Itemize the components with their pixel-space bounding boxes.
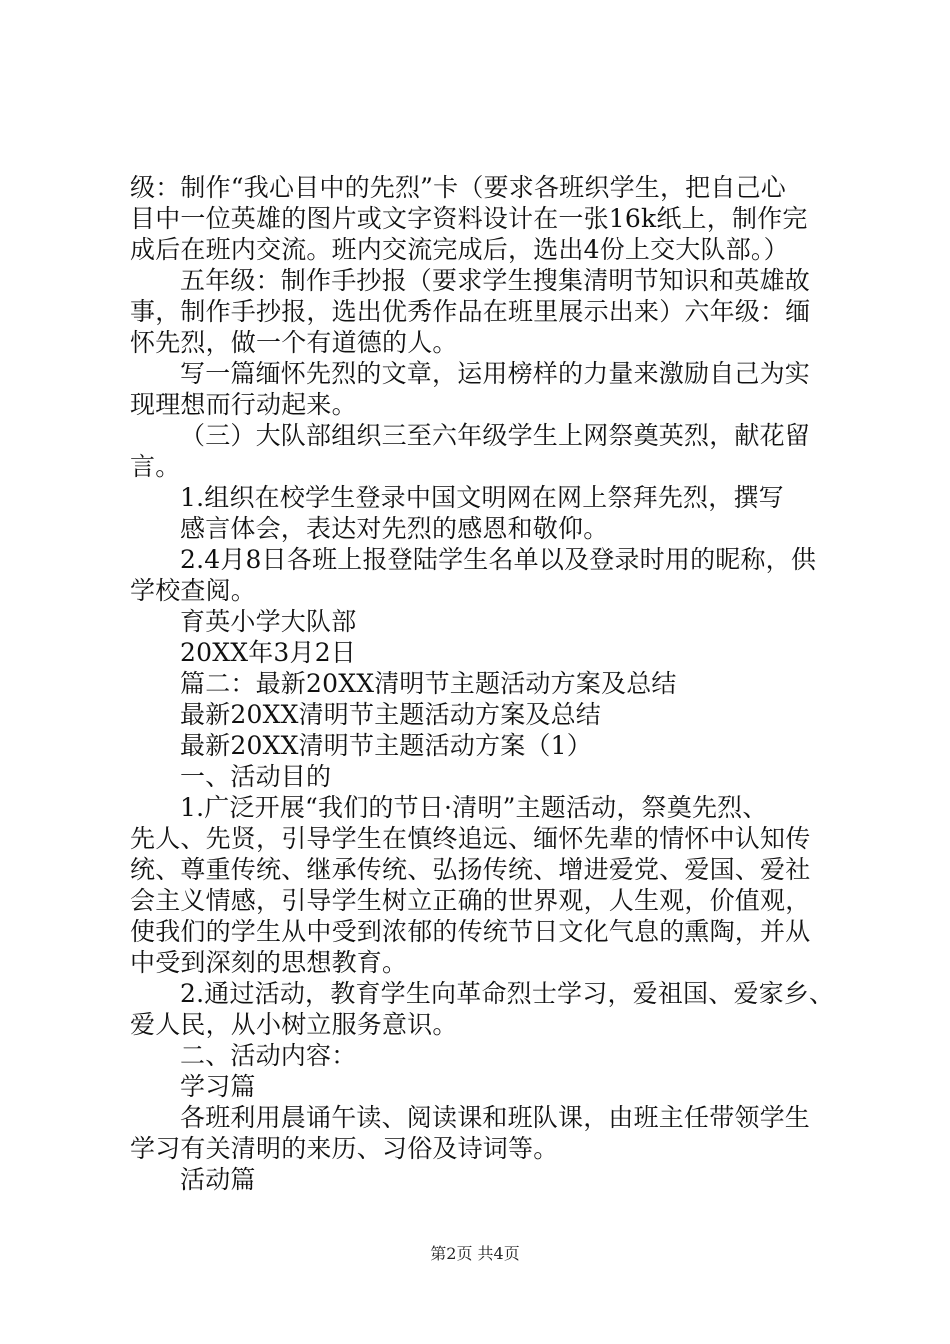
text-line: 学习篇 bbox=[180, 1072, 256, 1101]
text-line: 统、尊重传统、继承传统、弘扬传统、增进爱党、爱国、爱社 bbox=[130, 855, 811, 884]
text-line: 先人、先贤，引导学生在慎终追远、缅怀先辈的情怀中认知传 bbox=[130, 824, 811, 853]
text-line: 现理想而行动起来。 bbox=[130, 390, 357, 419]
text-line: 目中一位英雄的图片或文字资料设计在一张16k纸上，制作完 bbox=[130, 204, 808, 233]
text-line: 成后在班内交流。班内交流完成后，选出4份上交大队部。） bbox=[130, 235, 789, 264]
text-line: 育英小学大队部 bbox=[180, 607, 357, 636]
text-line: 最新20XX清明节主题活动方案及总结 bbox=[180, 700, 602, 729]
text-line: 事，制作手抄报，选出优秀作品在班里展示出来）六年级：缅 bbox=[130, 297, 811, 326]
text-line: 感言体会，表达对先烈的感恩和敬仰。 bbox=[180, 514, 609, 543]
text-line: 各班利用晨诵午读、阅读课和班队课，由班主任带领学生 bbox=[180, 1103, 811, 1132]
text-line: 20XX年3月2日 bbox=[180, 638, 357, 667]
text-line: 中受到深刻的思想教育。 bbox=[130, 948, 408, 977]
text-line: 学校查阅。 bbox=[130, 576, 257, 605]
text-line: 活动篇 bbox=[180, 1165, 256, 1194]
page-number-footer: 第2页 共4页 bbox=[430, 1244, 520, 1263]
text-line: 2.4月8日各班上报登陆学生名单以及登录时用的昵称，供 bbox=[180, 545, 817, 574]
text-line: 写一篇缅怀先烈的文章，运用榜样的力量来激励自己为实 bbox=[180, 359, 811, 388]
document-body bbox=[130, 172, 852, 1195]
text-line: 篇二：最新20XX清明节主题活动方案及总结 bbox=[180, 669, 677, 698]
text-line: 1.组织在校学生登录中国文明网在网上祭拜先烈，撰写 bbox=[180, 483, 784, 512]
text-line: 一、活动目的 bbox=[180, 762, 332, 791]
text-line: 最新20XX清明节主题活动方案（1） bbox=[180, 731, 592, 760]
text-line: 2.通过活动，教育学生向革命烈士学习，爱祖国、爱家乡、 bbox=[180, 979, 835, 1008]
text-line: 言。 bbox=[130, 452, 181, 481]
text-line: （三）大队部组织三至六年级学生上网祭奠英烈，献花留 bbox=[180, 421, 811, 450]
text-line: 会主义情感，引导学生树立正确的世界观，人生观，价值观， bbox=[130, 886, 811, 915]
text-line: 爱人民，从小树立服务意识。 bbox=[130, 1010, 458, 1039]
text-line: 学习有关清明的来历、习俗及诗词等。 bbox=[130, 1134, 559, 1163]
text-line: 使我们的学生从中受到浓郁的传统节日文化气息的熏陶，并从 bbox=[130, 917, 811, 946]
text-line: 1.广泛开展“我们的节日·清明”主题活动，祭奠先烈、 bbox=[180, 793, 768, 822]
text-line: 二、活动内容： bbox=[180, 1041, 357, 1070]
text-line: 级：制作“我心目中的先烈”卡（要求各班织学生，把自己心 bbox=[130, 173, 786, 202]
text-line: 五年级：制作手抄报（要求学生搜集清明节知识和英雄故 bbox=[180, 266, 811, 295]
text-line: 怀先烈，做一个有道德的人。 bbox=[130, 328, 458, 357]
